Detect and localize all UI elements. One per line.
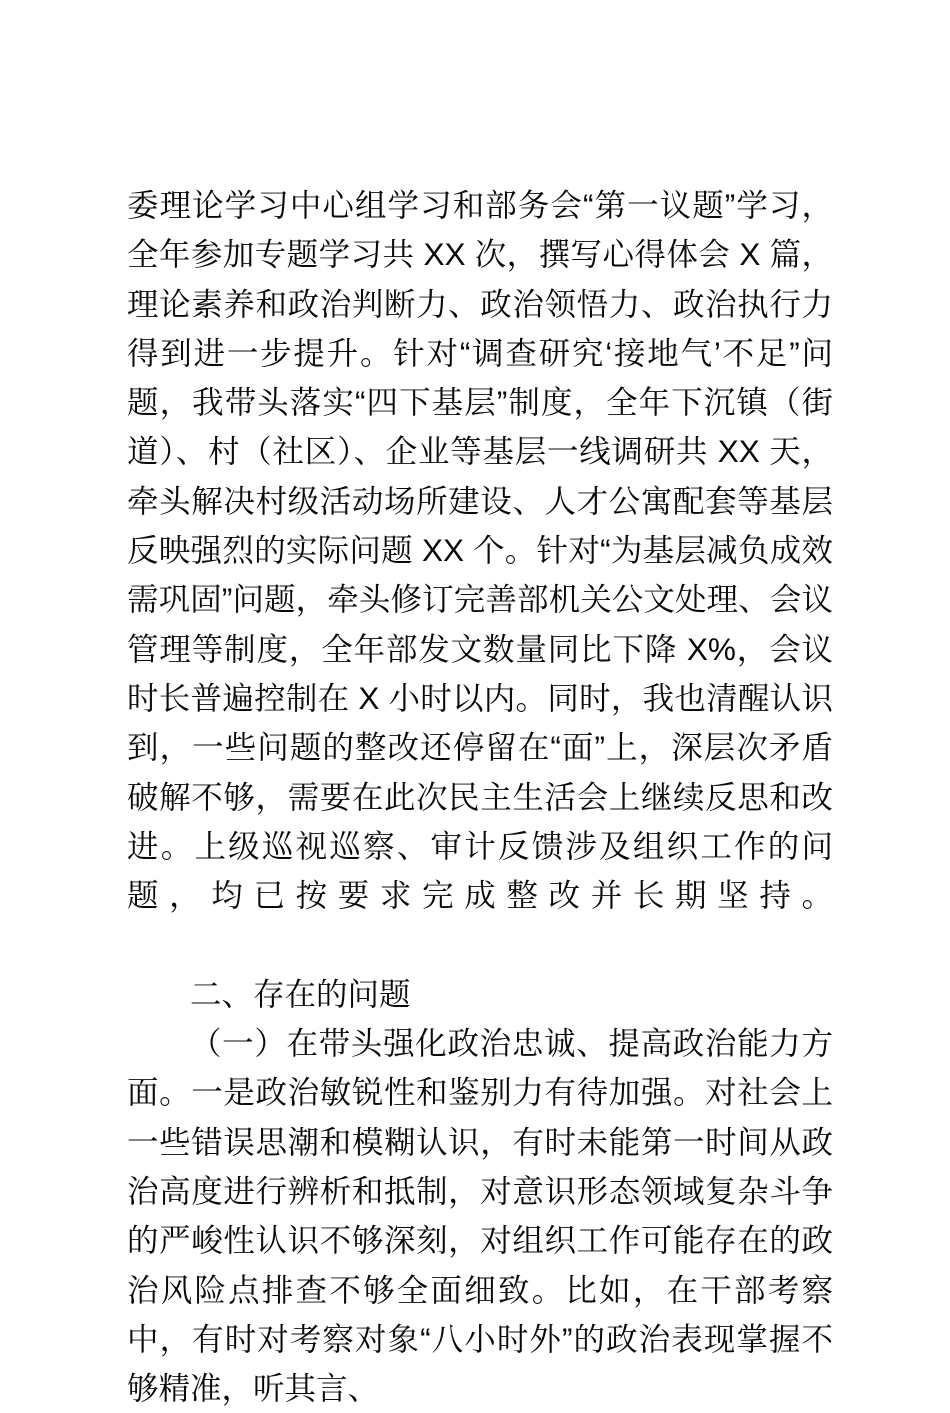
- document-body: [127, 181, 833, 1413]
- paragraph-heading-two: 二、存在的问题: [190, 975, 411, 1012]
- paragraph-section-one: （一）在带头强化政治忠诚、提高政治能力方面。一是政治敏锐性和鉴别力有待加强。对社会上一些错误思潮和模糊认识，有时未能第一时间从政治高度进行辨析和抵制，对意识形态领域复杂斗争的严峻性认识不够深刻，对组织工作可能存在的政治风险点排查不够全面细致。比如，在干部考察中，有时对考察对象“八小时外”的政治表现掌握不够精准，听其言、: [127, 1025, 833, 1407]
- paragraph-continuation: 委理论学习中心组学习和部务会“第一议题”学习，全年参加专题学习共 XX 次，撰写心得体会 X 篇，理论素养和政治判断力、政治领悟力、政治执行力得到进一步提升。针对“调查研究‘接地气’不足”问题，我带头落实“四下基层”制度，全年下沉镇（街道）、村（社区）、企业等基层一线调研共 XX 天，牵头解决村级活动场所建设、人才公寓配套等基层反映强烈的实际问题 XX 个。针对“为基层减负成效需巩固”问题，牵头修订完善部机关公文处理、会议管理等制度，全年部发文数量同比下降 X%，会议时长普遍控制在 X 小时以内。同时，我也清醒认识到，一些问题的整改还停留在“面”上，深层次矛盾破解不够，需要在此次民主生活会上继续反思和改进。上级巡视巡察、审计反馈涉及组织工作的问题，均已按要求完成整改并长期坚持。: [127, 187, 833, 914]
